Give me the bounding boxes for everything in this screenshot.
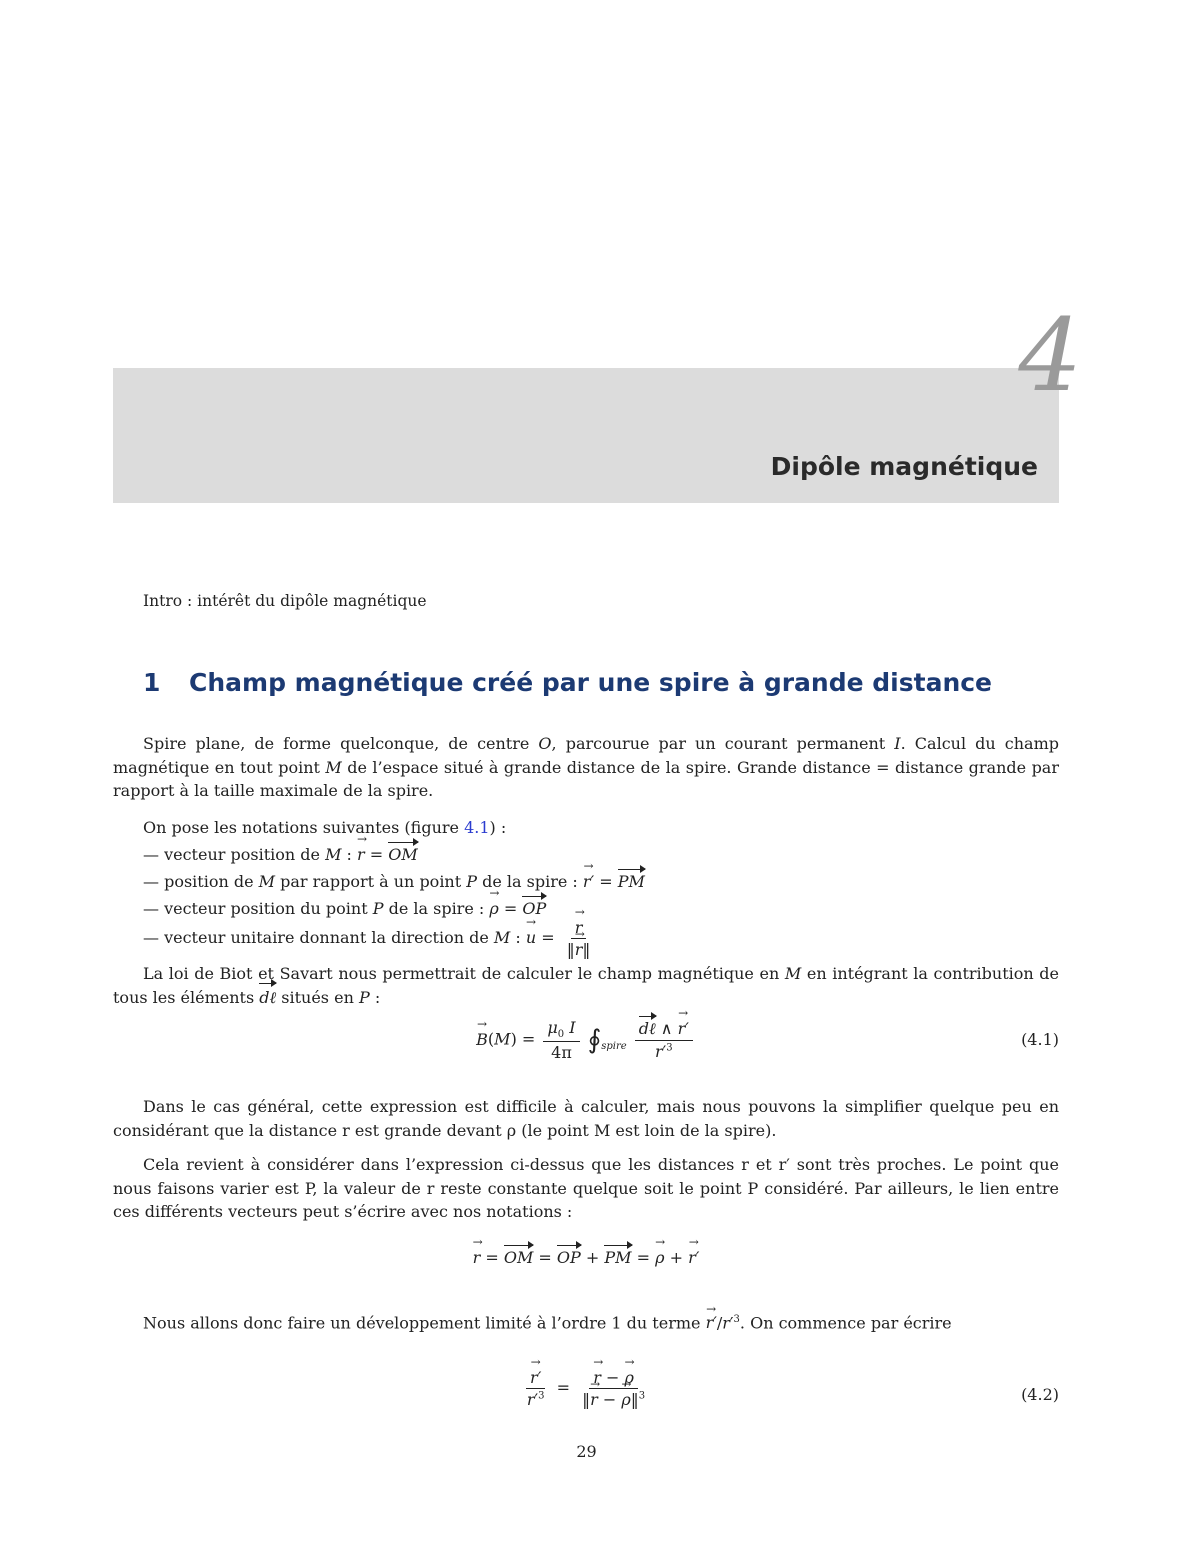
notations-intro: On pose les notations suivantes (figure 4.1) : xyxy=(143,818,507,837)
equation-biot-savart: → B(M) = $\frac{\mu_0 I}{4\pi}$ $∮_{spire}$ $\frac{\text{dℓ ∧ → r′}}{r'^3}$ xyxy=(113,1018,1059,1062)
equation-expansion: → $\frac{r'}{r'^3}$ = → $\frac{r - \to \rho}{‖\to r - \to \rho‖^3}$ xyxy=(113,1368,1059,1409)
chapter-header-band xyxy=(113,368,1059,503)
equation-number-4-1: (4.1) xyxy=(1021,1030,1059,1049)
chapter-title: Dipôle magnétique xyxy=(770,452,1038,481)
notation-item-2: — position de M par rapport à un point P de la spire : → r′ = PM xyxy=(143,872,645,891)
paragraph-approximation: Cela revient à considérer dans l’expression ci-dessus que les distances r et r′ sont très proches. Le point que nous faisons varier est P, la valeur de r reste constante quelque soit le point P considéré. Par ailleurs, le lien entre ces différents vecteurs peut s’écrire avec nos notations : xyxy=(113,1155,1059,1221)
equation-vector-relation: → r = OM = OP + PM = → ρ + → r′ xyxy=(113,1248,1059,1267)
notation-item-1: — vecteur position de M : → r = OM xyxy=(143,845,418,864)
notation-item-3: — vecteur position du point P de la spire : → ρ = OP xyxy=(143,899,546,918)
chapter-number: 4 xyxy=(1018,297,1082,414)
paragraph-biot-savart: La loi de Biot et Savart nous permettrait de calculer le champ magnétique en M en intégrant la contribution de tous les éléments dℓ situés en P : xyxy=(113,962,1059,1009)
equation-number-4-2: (4.2) xyxy=(1021,1385,1059,1404)
paragraph-development: Nous allons donc faire un développement limité à l’ordre 1 du terme → $r'/r'^3$. On commence par écrire xyxy=(113,1308,1059,1335)
paragraph-spire: Spire plane, de forme quelconque, de centre O, parcourue par un courant permanent I. Calcul du champ magnétique en tout point M de l’espace situé à grande distance de la spire. Grande distance = distance grande par rapport à la taille maximale de la spire. xyxy=(113,734,1059,800)
intro-text: Intro : intérêt du dipôle magnétique xyxy=(143,592,427,610)
section-number: 1 xyxy=(143,668,161,697)
section-heading xyxy=(143,668,992,697)
figure-link[interactable]: 4.1 xyxy=(464,818,490,837)
section-title: Champ magnétique créé par une spire à grande distance xyxy=(189,668,993,697)
notation-item-4: — vecteur unitaire donnant la direction de M : → u = → $\frac{r}{‖\to r‖}$ xyxy=(143,918,597,959)
paragraph-general-case: Dans le cas général, cette expression est difficile à calculer, mais nous pouvons la simplifier quelque peu en considérant que la distance r est grande devant ρ (le point M est loin de la spire). xyxy=(113,1097,1059,1140)
page-number: 29 xyxy=(576,1442,597,1461)
